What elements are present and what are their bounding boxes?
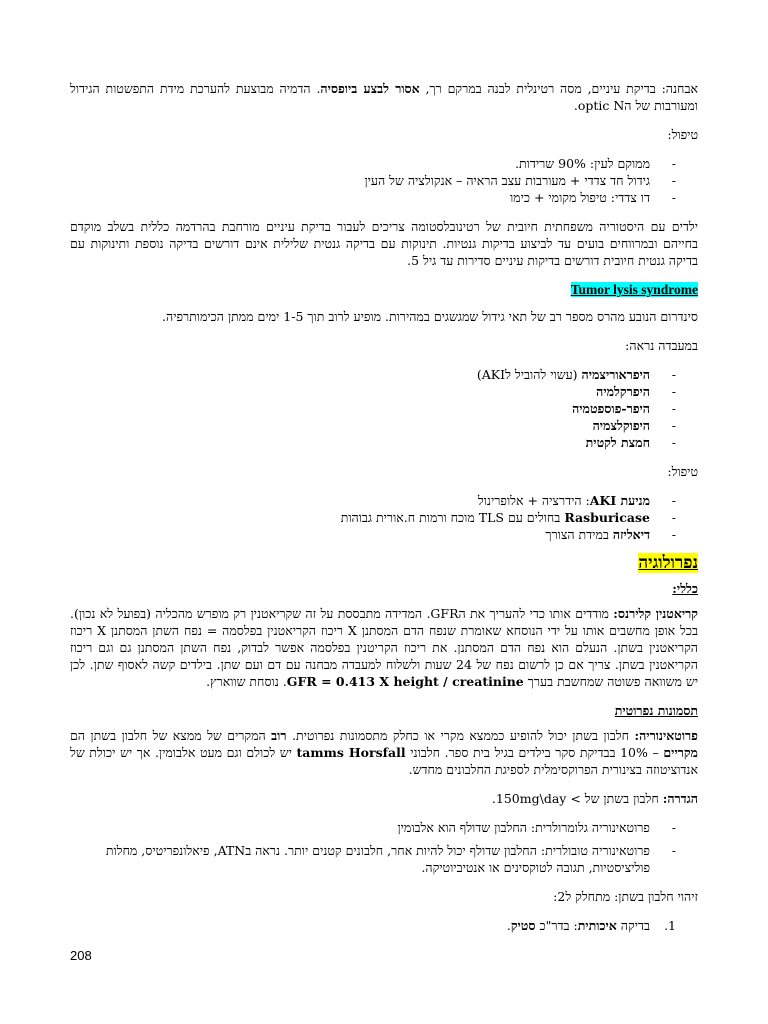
treat-item-rest: במידת הצורך <box>545 527 613 542</box>
item-text: בדיקה <box>616 918 650 933</box>
treat-item-rest: בחולים עם TLS מוכח ורמות ח.אורית גבוהות <box>340 510 565 525</box>
tls-heading: Tumor lysis syndrome <box>570 282 698 297</box>
identify-list <box>70 917 698 934</box>
proteinuria-bold: פרוטאינוריה: <box>634 728 698 743</box>
proteinuria-text: המקרים של ממצא של חלבון בשתן הם <box>70 728 272 743</box>
list-item <box>70 400 676 417</box>
creatinine-clearance-bold: קריאטנין קלירנס: <box>613 606 698 621</box>
list-item <box>70 509 676 526</box>
genetics-paragraph: ילדים עם היסטוריה משפחתית חיובית של רטינובלסטומה צריכים לעבור בדיקת עיניים מורחבת בהרדמה כללית בשלב מוקדם בחייהם ובמרווחים בועים עד לביצוע בדיקות גנטיות. תינוקות עם בדיקה גנטית שלילית אינם דורשים בדיקה נוספת ותינוקות עם בדיקה גנטית חיובית דורשים בדיקות עיניים סדירות עד גיל 5. <box>70 219 698 268</box>
lab-item-bold: היפראוריצמיה <box>581 367 650 382</box>
proteinuria-types-list <box>70 819 698 876</box>
list-item <box>70 492 676 509</box>
treat-item-bold: מניעת AKI <box>589 493 650 508</box>
creatinine-tail: . נוסחת שווארץ. <box>206 674 287 689</box>
treatment-label: טיפול: <box>667 127 698 142</box>
schwartz-formula: GFR = 0.413 X height / creatinine <box>286 674 524 689</box>
proteinuria-text: יש לכולם וגם מעט אלבומין. אך יש יכולת של אנדוציטוזה בצינורית הפרוקסימלית לספיגת החלבונים מחדש. <box>70 745 698 777</box>
lab-item-bold: חמצת לקטית <box>585 435 650 450</box>
treatment-list <box>70 155 698 206</box>
lab-item-bold: היפרקלמיה <box>596 384 650 399</box>
lab-item-bold: היפר-פוספטמיה <box>572 401 650 416</box>
nephrotic-label: תסמונות נפרוטית <box>614 703 698 718</box>
tls-treatment-label: טיפול: <box>667 464 698 479</box>
definition-paragraph <box>70 790 698 807</box>
most-bold: רוב <box>271 728 287 743</box>
stick-bold: סטיק <box>510 918 536 933</box>
creatinine-text: מודדים אותו כדי להעריך את הGFR. המדידה מתבססת על זה שקריאטנין רק מופרש מהכליה (בפועל לא נכון). בכל אופן מחשבים אותו על ידי הנוסחא שאומרת שנפח הדם המסתנן X ריכוז הקריאטנין בפלסמה = נפח השתן המסתנן X ריכוז הקריאטנין בשתן. הנעלם הוא נפח הדם המסתנן. את ריכוז הקריטנין בפלסמה אפשר לבדוק, נפח השתן המסתנן גם וגם ריכוז הקריאטנין בשתן. צריך אם כן לרשום נפח של 24 שעות ולשלוח למעבדה מבחנה עם דם ועם שתן. בילדים קשה לאסוף שתן. לכן יש משוואה פשוטה שמחשבת בערך <box>70 606 698 689</box>
list-item <box>70 526 676 543</box>
qualitative-bold: איכותית <box>577 918 617 933</box>
list-item <box>70 434 676 451</box>
nephrology-heading-line <box>70 555 698 572</box>
item-text: . <box>506 918 511 933</box>
list-item: - פרוטאינוריה גלומרולרית: החלבון שדולף הוא אלבומין <box>70 819 676 836</box>
general-label: כללי: <box>672 581 698 596</box>
lab-findings-list <box>70 366 698 451</box>
list-item: - גידול חד צדדי + מעורבות עצב הראיה – אנקולציה של העין <box>70 172 676 189</box>
document-page <box>70 80 698 934</box>
proteinuria-text: – 10% בבדיקת סקר בילדים בגיל בית ספר. חלבוני <box>410 745 664 760</box>
list-item <box>70 366 676 383</box>
definition-bold: הגדרה: <box>662 791 698 806</box>
lab-label: במעבדה נראה: <box>625 338 698 353</box>
diagnosis-paragraph <box>70 80 698 114</box>
list-item: - דו צדדי: טיפול מקומי + כימו <box>70 189 676 206</box>
incidental-bold: מקריים <box>663 745 698 760</box>
diagnosis-text-tail: . הדמיה מבוצעת להערכת מידת התפשטות הגידול ומעורבות של הoptic N. <box>70 81 698 113</box>
list-item <box>70 383 676 400</box>
no-biopsy-bold: אסור לבצע ביופסיה <box>320 81 420 96</box>
page-number: 208 <box>70 948 92 963</box>
tls-heading-line <box>70 281 698 298</box>
treat-item-bold: דיאליזה <box>612 527 650 542</box>
treat-item-bold: Rasburicase <box>564 510 650 525</box>
treat-item-rest: : הידרציה + אלופרינול <box>477 493 590 508</box>
tls-description: סינדרום הנובע מהרס מספר רב של תאי גידול שמגשגים במהירות. מופיע לרוב תוך 1-5 ימים ממתן הכימותרפיה. <box>162 309 698 324</box>
creatinine-paragraph <box>70 605 698 690</box>
item-text: : בדר"כ <box>535 918 578 933</box>
list-item <box>70 917 676 934</box>
definition-text: חלבון בשתן של > 150mg\day. <box>491 791 663 806</box>
tls-treatment-list <box>70 492 698 543</box>
item-number: 1. <box>664 918 676 933</box>
nephrology-heading: נפרולוגיה <box>638 553 698 573</box>
list-item: - פרוטאינוריה טובולרית: החלבון שדולף יכול להיות אחר, חלבונים קטנים יותר. נראה בATN, פיאלונפריטיס, מחלות פוליציסטיות, תגובה לטוקסינים או אנטיביוטיקה. <box>70 842 676 876</box>
list-item <box>70 417 676 434</box>
diagnosis-text: אבחנה: בדיקת עיניים, מסה רטינלית לבנה במרקם רך, <box>425 81 698 96</box>
lab-item-rest: (עשוי להוביל לAKI) <box>476 367 582 382</box>
proteinuria-paragraph <box>70 727 698 778</box>
proteinuria-text: חלבון בשתן יכול להופיע כממצא מקרי או כחלק מתסמונות נפרוטית. <box>291 728 635 743</box>
list-item: - ממוקם לעין: 90% שרידות. <box>70 155 676 172</box>
tamms-horsfall-bold: tamms Horsfall <box>296 745 406 760</box>
identify-label: זיהוי חלבון בשתן: מתחלק ל2: <box>553 889 698 904</box>
lab-item-bold: היפוקלצמיה <box>592 418 650 433</box>
